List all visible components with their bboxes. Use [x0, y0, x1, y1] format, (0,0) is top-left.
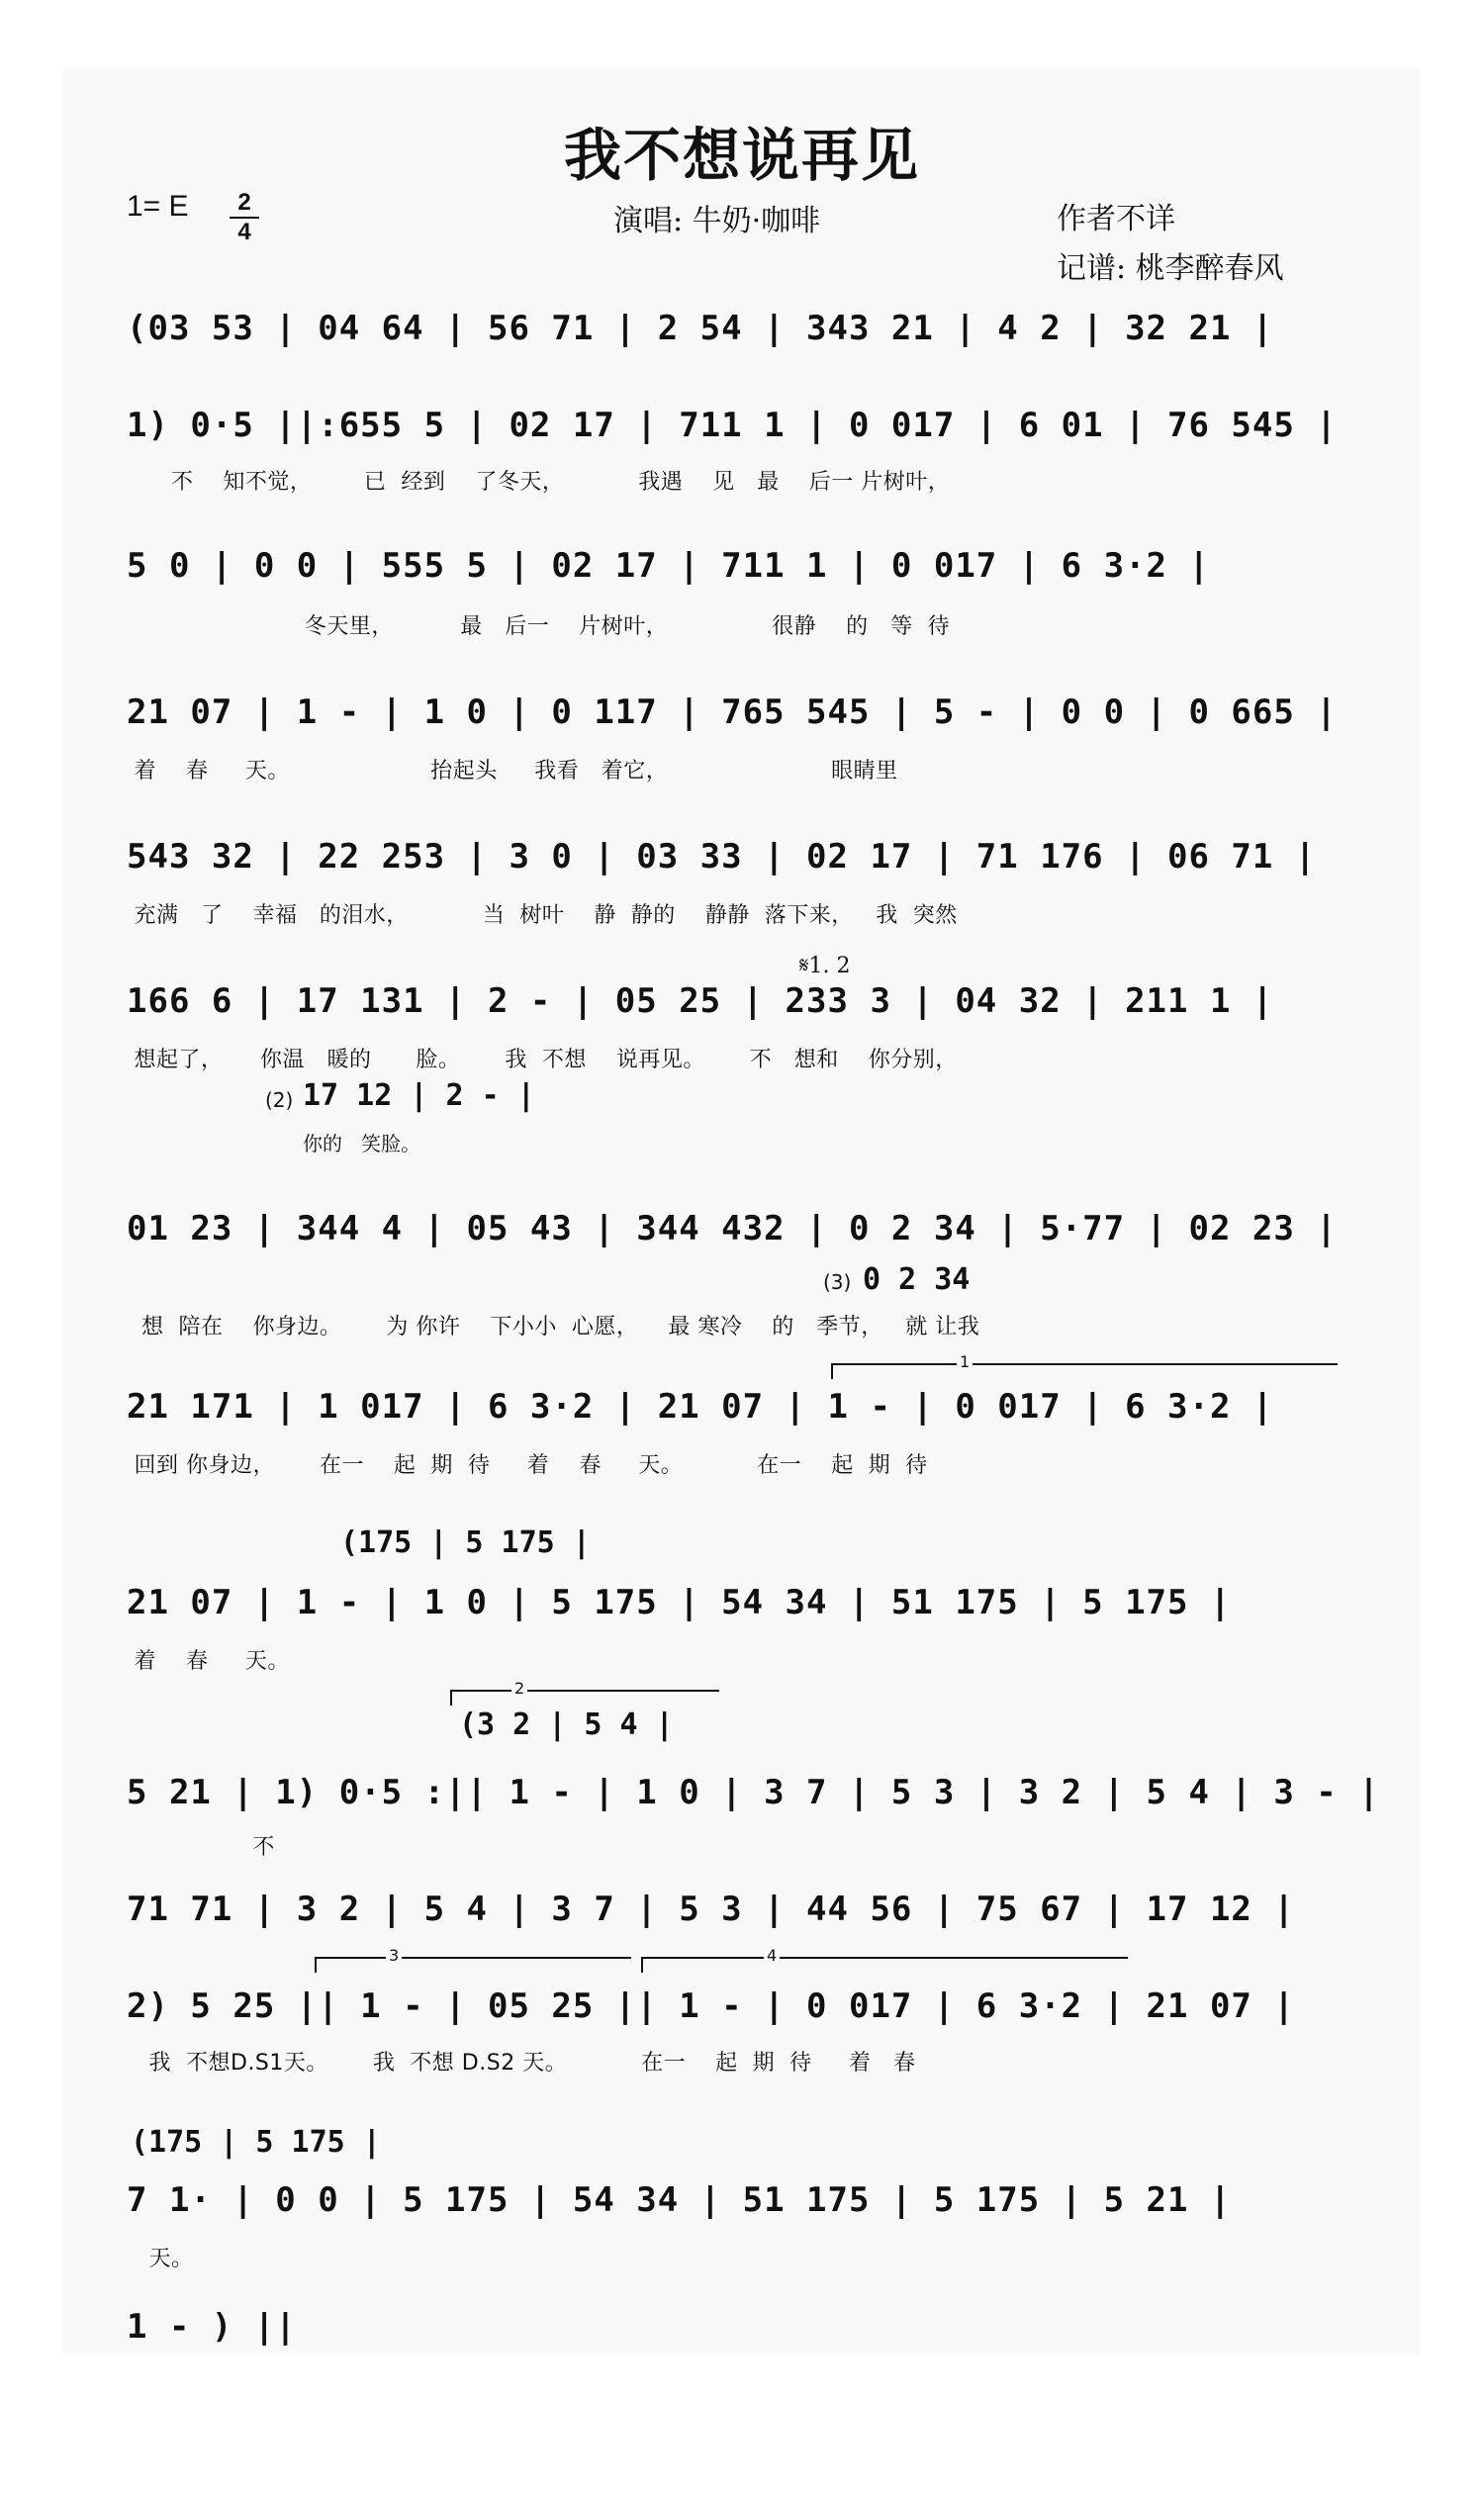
singer-credit: 演唱: 牛奶·咖啡	[613, 204, 821, 238]
lyric-row-13: 天。	[127, 2247, 194, 2271]
notation-row-10: 5 21 | 1) 0·5 :|| 1 - | 1 0 | 3 7 | 5 3 | 3 2 | 5 4 | 3 - |	[127, 1773, 1380, 1812]
time-sig-top: 2	[237, 189, 251, 216]
notation-row-1: (03 53 | 04 64 | 56 71 | 2 54 | 343 21 | 4 2 | 32 21 |	[127, 309, 1274, 348]
volta-bracket-2	[450, 1679, 719, 1706]
notation-row-4: 21 07 | 1 - | 1 0 | 0 117 | 765 545 | 5 - | 0 0 | 0 665 |	[127, 692, 1338, 732]
alt-ending-3-marker: (3)	[823, 1270, 852, 1294]
lyric-row-8: 回到 你身边， 在一 起 期 待 着 春 天。 在一 起 期 待	[127, 1453, 928, 1478]
alt-ending-2-notes: 17 12 | 2 - |	[303, 1078, 535, 1113]
volta-bracket-3	[315, 1946, 631, 1973]
lyric-row-10: 不	[127, 1835, 275, 1860]
lyric-row-7: 想 陪在 你身边。 为 你许 下小小 心愿， 最 寒冷 的 季节， 就 让我	[127, 1315, 980, 1339]
lyric-row-9: 着 春 天。	[127, 1649, 290, 1674]
alt-ending-3-notes: 0 2 34	[863, 1262, 971, 1297]
volta-label-2: 2	[511, 1679, 527, 1698]
notation-row-7: 01 23 | 344 4 | 05 43 | 344 432 | 0 2 34 | 5·77 | 02 23 |	[127, 1209, 1338, 1248]
lyric-row-4: 着 春 天。 抬起头 我看 着它， 眼睛里	[127, 759, 898, 784]
song-title: 我不想说再见	[563, 122, 920, 189]
volta-label-4: 4	[764, 1946, 780, 1965]
interlude-notes-1: (175 | 5 175 |	[340, 1525, 591, 1560]
volta-label-3: 3	[386, 1946, 402, 1965]
interlude-notes-3: (175 | 5 175 |	[131, 2125, 381, 2160]
key-signature: 1= E	[127, 190, 189, 223]
volta-bracket-4	[641, 1946, 1128, 1973]
notation-row-8: 21 171 | 1 017 | 6 3·2 | 21 07 | 1 - | 0 017 | 6 3·2 |	[127, 1387, 1274, 1427]
volta-bracket-1	[831, 1352, 1338, 1379]
time-signature	[230, 190, 259, 245]
notation-row-9: 21 07 | 1 - | 1 0 | 5 175 | 54 34 | 51 175 | 5 175 |	[127, 1583, 1232, 1622]
transcriber-credit: 记谱: 桃李醉春风	[1057, 251, 1284, 286]
alt-ending-2-marker: (2)	[265, 1088, 294, 1112]
time-sig-bottom: 4	[237, 219, 251, 245]
notation-row-6: 166 6 | 17 131 | 2 - | 05 25 | 233 3 | 04 32 | 211 1 |	[127, 981, 1274, 1021]
notation-row-14: 1 - ) ||	[127, 2307, 297, 2347]
volta-label-1: 1	[957, 1352, 973, 1371]
author-credit: 作者不详	[1057, 202, 1175, 236]
lyric-row-2: 不 知不觉， 已 经到 了冬天， 我遇 见 最 后一 片树叶，	[127, 470, 951, 495]
notation-row-13: 7 1· | 0 0 | 5 175 | 54 34 | 51 175 | 5 175 | 5 21 |	[127, 2180, 1232, 2220]
segno-marker: 𝄋1. 2	[799, 954, 851, 978]
lyric-row-6: 想起了， 你温 暖的 脸。 我 不想 说再见。 不 想和 你分别，	[127, 1048, 958, 1072]
interlude-notes-2: (3 2 | 5 4 |	[459, 1708, 674, 1742]
notation-row-2: 1) 0·5 ||:655 5 | 02 17 | 711 1 | 0 017 | 6 01 | 76 545 |	[127, 406, 1338, 445]
notation-row-5: 543 32 | 22 253 | 3 0 | 03 33 | 02 17 | 71 176 | 06 71 |	[127, 837, 1317, 877]
alt-ending-2-lyrics: 你的 笑脸。	[303, 1132, 421, 1155]
notation-row-11: 71 71 | 3 2 | 5 4 | 3 7 | 5 3 | 44 56 | 75 67 | 17 12 |	[127, 1890, 1295, 1929]
lyric-row-3: 冬天里， 最 后一 片树叶， 很静 的 等 待	[127, 614, 951, 639]
notation-row-3: 5 0 | 0 0 | 555 5 | 02 17 | 711 1 | 0 017 | 6 3·2 |	[127, 546, 1210, 586]
lyric-row-12: 我 不想D.S1天。 我 不想 D.S2 天。 在一 起 期 待 着 春	[127, 2051, 916, 2076]
lyric-row-5: 充满 了 幸福 的泪水， 当 树叶 静 静的 静静 落下来， 我 突然	[127, 903, 958, 928]
notation-row-12: 2) 5 25 || 1 - | 05 25 || 1 - | 0 017 | 6 3·2 | 21 07 |	[127, 1986, 1295, 2026]
